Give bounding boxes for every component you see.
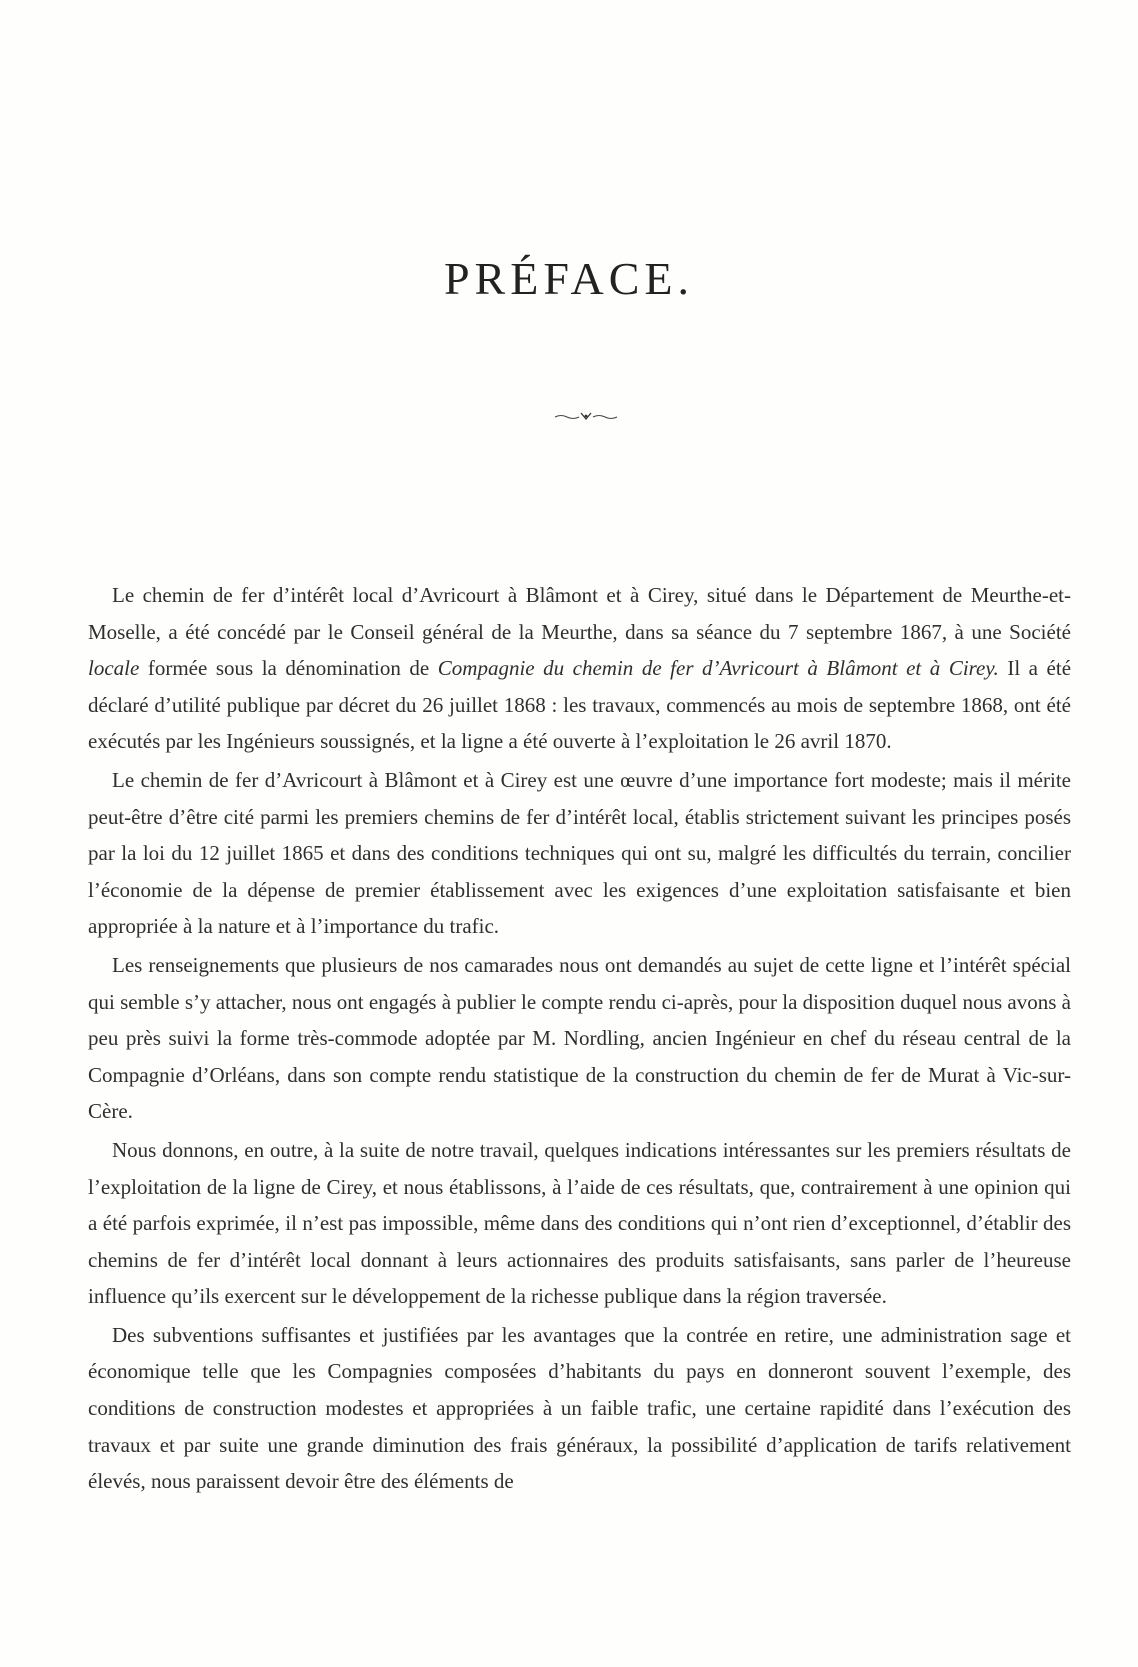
paragraph [88,1132,1071,1315]
italic-text: Compagnie du chemin de fer d’Avricourt à Blâmont et à Cirey. [437,656,999,681]
paragraph [88,1317,1071,1500]
body-text [88,577,1071,1500]
text-run: formée sous la dénomination de [139,656,438,681]
paragraph [88,947,1071,1130]
text-run: Des subventions suffisantes et justifiées par les avantages que la contrée en retire, une administration sage et économique telle que les Compagnies composées d’habitants du pays en donneront souvent l’exemple, des conditions de construction modestes et appropriées à un faible trafic, une certaine rapidité dans l’exécution des travaux et par suite une grande diminution des frais généraux, la possibilité d’application de tarifs relativement élevés, nous paraissent devoir être des éléments de [88,1322,1071,1494]
text-run: Le chemin de fer d’intérêt local d’Avricourt à Blâmont et à Cirey, situé dans le Département de Meurthe-et-Moselle, a été concédé par le Conseil général de la Meurthe, dans sa séance du 7 septembre 1867, à une Société [88,583,1071,644]
text-run: Nous donnons, en outre, à la suite de notre travail, quelques indications intéressantes sur les premiers résultats de l’exploitation de la ligne de Cirey, et nous établissons, à l’aide de ces résultats, que, contrairement à une opinion qui a été parfois exprimée, il n’est pas impossible, même dans des conditions qui n’ont rien d’exceptionnel, d’établir des chemins de fer d’intérêt local donnant à leurs actionnaires des produits satisfaisants, sans parler de l’heureuse influence qu’ils exercent sur le développement de la richesse publique dans la région traversée. [88,1137,1071,1309]
page-title: PRÉFACE. [443,253,695,304]
ornament-divider [553,410,619,422]
italic-text: locale [88,656,140,681]
text-run: Les renseignements que plusieurs de nos camarades nous ont demandés au sujet de cette ligne et l’intérêt spécial qui semble s’y attacher, nous ont engagés à publier le compte rendu ci-après, pour la disposition duquel nous avons à peu près suivi la forme très-commode adoptée par M. Nordling, ancien Ingénieur en chef du réseau central de la Compagnie d’Orléans, dans son compte rendu statistique de la construction du chemin de fer de Murat à Vic-sur-Cère. [88,952,1071,1124]
text-run: Le chemin de fer d’Avricourt à Blâmont et à Cirey est une œuvre d’une importance fort modeste; mais il mérite peut-être d’être cité parmi les premiers chemins de fer d’intérêt local, établis strictement suivant les principes posés par la loi du 12 juillet 1865 et dans des conditions techniques qui ont su, malgré les difficultés du terrain, concilier l’économie de la dépense de premier établissement avec les exigences d’une exploitation satisfaisante et bien appropriée à la nature et à l’importance du trafic. [88,767,1071,939]
text-run: Il a été déclaré d’utilité publique par décret du 26 juillet 1868 : les travaux, commencés au mois de septembre 1868, ont été exécutés par les Ingénieurs soussignés, et la ligne a été ouverte à l’exploitation le 26 avril 1870. [88,656,1072,754]
paragraph [88,762,1071,945]
paragraph [88,577,1071,760]
